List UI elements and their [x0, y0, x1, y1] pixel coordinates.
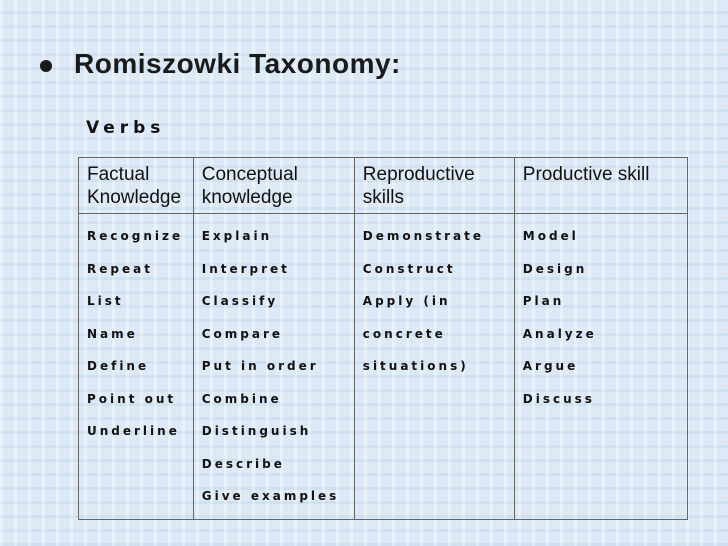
verb-item: Compare: [201, 326, 284, 341]
verb-item: Interpret: [201, 261, 290, 276]
verb-item: Repeat: [87, 261, 153, 276]
column-conceptual-knowledge: [193, 214, 354, 520]
header-productive-skill: Productive skill: [514, 158, 687, 214]
verb-item: Describe: [201, 456, 285, 471]
verb-item: Distinguish: [201, 424, 312, 438]
taxonomy-table: [78, 157, 688, 520]
bullet-icon: [40, 60, 52, 72]
verb-item: Model: [522, 229, 579, 243]
header-factual-knowledge: Factual Knowledge: [79, 158, 194, 214]
verb-item: Design: [522, 261, 588, 276]
verb-item: Combine: [201, 391, 282, 406]
bullet-heading: [40, 48, 401, 80]
verb-item: Explain: [201, 229, 273, 243]
verb-item: Apply (in concrete situations): [362, 294, 469, 373]
verb-list: [202, 220, 346, 513]
column-reproductive-skills: [354, 214, 514, 520]
verb-item: Analyze: [522, 326, 597, 341]
verb-item: Define: [87, 359, 150, 373]
verb-item: Give examples: [201, 489, 340, 503]
table-header-row: [79, 158, 688, 214]
verb-list: [523, 220, 679, 415]
table-row: [79, 214, 688, 520]
verb-item: Classify: [201, 294, 279, 308]
verbs-subheading: Verbs: [86, 118, 166, 138]
header-conceptual-knowledge: Conceptual knowledge: [193, 158, 354, 214]
verb-item: Name: [87, 326, 138, 341]
verb-item: Argue: [522, 359, 579, 373]
header-reproductive-skills: Reproductive skills: [354, 158, 514, 214]
column-productive-skill: [514, 214, 687, 520]
verb-item: Recognize: [87, 229, 184, 243]
verb-item: Point out: [87, 391, 177, 406]
verb-item: Underline: [87, 424, 180, 438]
slide-title: Romiszowki Taxonomy:: [74, 48, 401, 79]
verb-item: Demonstrate: [362, 229, 484, 243]
verb-item: Put in order: [201, 359, 319, 373]
verb-item: List: [87, 294, 124, 308]
verb-item: Construct: [362, 261, 456, 276]
verb-item: Discuss: [522, 391, 595, 406]
column-factual-knowledge: [79, 214, 194, 520]
verb-list: [87, 220, 185, 448]
verb-item: Plan: [522, 294, 565, 308]
verb-list: [363, 220, 506, 383]
